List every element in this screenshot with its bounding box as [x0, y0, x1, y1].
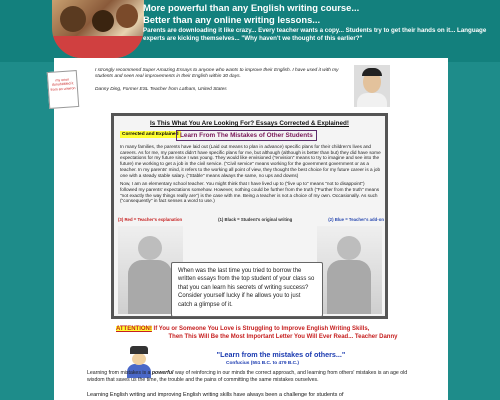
attention-text: If You or Someone You Love is Struggling to Improve English Writing Skills, [151, 326, 370, 332]
headline-line1: More powerful than any English writing course... [143, 2, 360, 13]
essay-sample [111, 113, 388, 319]
legend-blue: (2) Blue = Teacher's add-on [328, 217, 384, 222]
legend-black: (1) Black = Student's original writing [218, 217, 293, 222]
attention-label: ATTENTION! [116, 326, 152, 332]
hat [130, 346, 148, 354]
sketch-torso [128, 260, 172, 314]
quote-text: "Learn from the mistakes of others..." [216, 350, 346, 359]
portrait-hair [362, 68, 382, 76]
quote-author: Confucius (551 B.C. to 479 B.C.) [226, 361, 300, 366]
testimonial [95, 68, 353, 93]
student-sketch-right [317, 226, 382, 314]
children-photo [52, 0, 144, 58]
testimonial-text: I strongly recommend Super Amazing Essays to anyone who wants to improve their English. I have used it with my students and seen real improvements in their English within 30 days. [95, 68, 339, 79]
para1-start: Learning from mistakes is a [87, 370, 152, 376]
essay-paragraph: In many families, the parents have laid out (Laid out means to plan in advance) specific plans for their children's lives and careers. As for me, my parents didn't have specific plans for me, but although (although is better than but) they did have some expectations for my future since I was young. They would like envisioned ("envision" means to try to imagine and see into the future) me working to get a job in the civil service. ("Civil service" means working for the government government or as a teacher. In my parents' mind, it refers to the working all point of view, they thought the best choice for my future career is a job one with a steady stable salary. ("Stable" means always the same, no ups and downs) [120, 144, 381, 178]
attention-line2 [118, 334, 448, 340]
header-banner [0, 0, 500, 62]
para1-emphasis: powerful [151, 370, 174, 376]
essay-body [120, 144, 382, 204]
sketch-torso [327, 260, 371, 314]
headline [143, 2, 493, 25]
sketch-head [138, 236, 162, 260]
essay-paragraph: Now, I am an elementary school teacher. You might think that I have lived up to ("live up to" means "not to disappoint") followed my parents' expectations somehow. However, nothing could be further from the truth ("Further from the truth" means "not exactly the way things really are") is the case with me. Being a teacher is not a choice of my own. Occasionally. As such ("consequently" in fact senses a word to use.) [120, 181, 380, 204]
headline-line2: Better than any online writing lessons... [143, 13, 321, 25]
legend-red: (3) Red = Teacher's explanation [118, 217, 183, 222]
face [132, 353, 146, 365]
para1-rest: way of reinforcing in our minds the correct approach, and learning from others' mistakes is an age old wisdom that saves us the time, the trouble and the pains of committing the same mistakes ourselves. [87, 370, 408, 383]
body-paragraph-2: Learning English writing and improving English writing skills have always been a challenge for students of [87, 392, 344, 398]
child-shirt [52, 36, 144, 58]
attention-text2: Then This Will Be the Most Important Letter You Will Ever Read... [168, 334, 354, 340]
attention-signature: Teacher Danny [354, 334, 398, 340]
subheadline: Parents are downloading it like crazy... Every teacher wants a copy... Students try to get their hands on it... Language experts are kicking themselves... "Why haven't we thought of this earlier?" [143, 27, 487, 42]
essay-legend [118, 217, 384, 222]
portrait-body [357, 93, 387, 107]
child-head [92, 10, 114, 32]
speech-bubble: When was the last time you tried to borrow the written essays from the top student of your class so that you can learn his secrets of writing success? Consider yourself lucky if he allows you to just catch a glimpse of it. [171, 262, 323, 317]
child-head [60, 6, 86, 32]
testimonial-author: Danny Ding, Former ESL Teacher from Latham, United States [95, 87, 227, 92]
memo-note: my orion dunuhidded it from an unwron [47, 70, 80, 109]
essay-title: Is This What You Are Looking For? Essays Corrected & Explained! [150, 120, 349, 127]
attention-line [116, 325, 456, 334]
body-paragraph [87, 370, 420, 384]
teacher-portrait [354, 65, 390, 107]
corrected-tag: Corrected and Explained [122, 132, 179, 137]
sketch-head [337, 236, 361, 260]
essay-banner: Learn From The Mistakes of Other Students [176, 130, 317, 141]
child-head [116, 4, 138, 28]
